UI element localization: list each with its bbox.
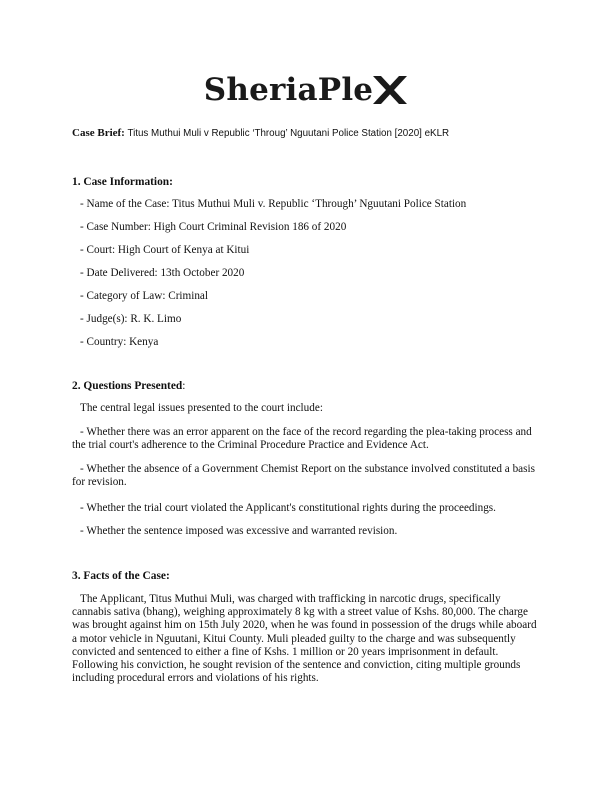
questions-heading-text: 2. Questions Presented xyxy=(72,380,183,392)
case-info-item: - Court: High Court of Kenya at Kitui xyxy=(80,244,250,256)
questions-presented-heading xyxy=(72,380,185,392)
brand-name: SheriaPle xyxy=(203,72,374,108)
case-info-item: - Judge(s): R. K. Limo xyxy=(80,313,182,325)
brand-x-mark-icon xyxy=(372,75,408,105)
case-info-item: - Country: Kenya xyxy=(80,336,159,348)
case-info-item: - Name of the Case: Titus Muthui Muli v. Republic ‘Through’ Nguutani Police Station xyxy=(80,198,467,210)
case-info-item: - Category of Law: Criminal xyxy=(80,290,209,302)
case-information-heading: 1. Case Information: xyxy=(72,176,173,188)
facts-body: The Applicant, Titus Muthui Muli, was charged with trafficking in narcotic drugs, specifically cannabis sativa (bhang), weighing approximately 8 kg with a street value of Kshs. 80,000. The charge was brought against him on 15th July 2020, when he was found in possession of the drugs while aboard a motor vehicle in Nguutani, Kitui County. Muli pleaded guilty to the charge and was subsequently convicted and sentenced to either a fine of Kshs. 1 million or 20 years imprisonment in default. Following his conviction, he sought revision of the sentence and conviction, citing multiple grounds including procedural errors and violations of his rights. xyxy=(72,593,537,685)
questions-intro: The central legal issues presented to the court include: xyxy=(80,402,323,414)
question-item: - Whether the sentence imposed was excessive and warranted revision. xyxy=(80,525,398,537)
facts-heading: 3. Facts of the Case: xyxy=(72,570,170,582)
question-item: - Whether the absence of a Government Chemist Report on the substance involved constituted a basis for revision. xyxy=(72,463,535,489)
brand-logo xyxy=(0,72,612,108)
question-item: - Whether the trial court violated the Applicant's constitutional rights during the proceedings. xyxy=(80,502,496,514)
case-brief-title: Titus Muthui Muli v Republic ‘Throug’ Nguutani Police Station [2020] eKLR xyxy=(127,128,450,139)
case-brief-line xyxy=(72,127,449,139)
questions-heading-colon: : xyxy=(182,380,186,392)
case-info-item: - Case Number: High Court Criminal Revision 186 of 2020 xyxy=(80,221,347,233)
question-item: - Whether there was an error apparent on the face of the record regarding the plea-taking process and the trial court's adherence to the Criminal Procedure Practice and Evidence Act. xyxy=(72,426,532,452)
case-brief-label: Case Brief: xyxy=(72,127,125,139)
case-info-item: - Date Delivered: 13th October 2020 xyxy=(80,267,245,279)
